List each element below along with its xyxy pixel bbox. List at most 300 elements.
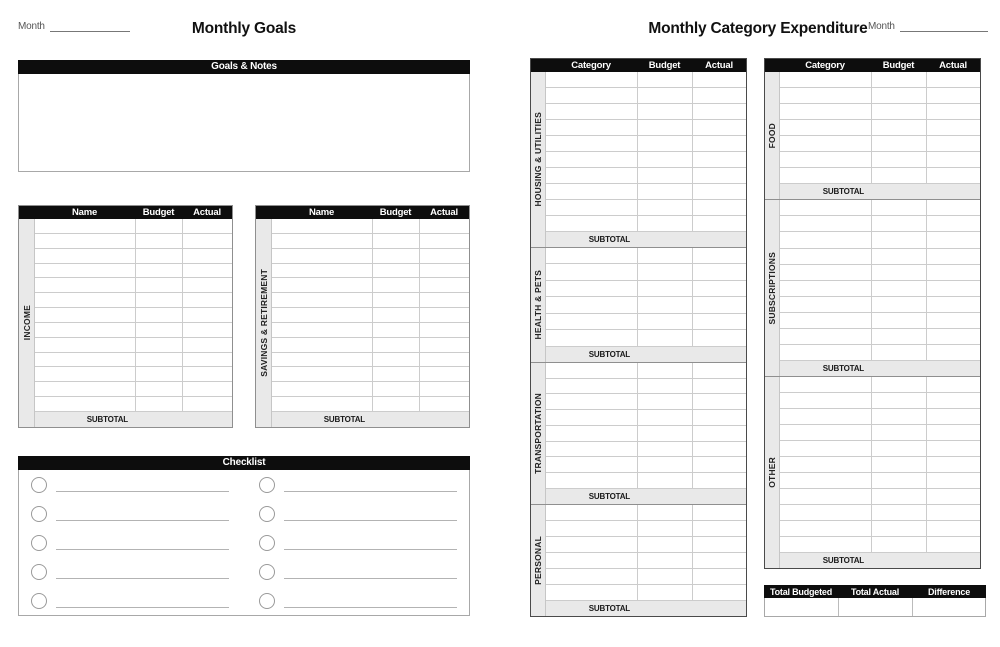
subtotal-row [35,412,232,427]
table-body [19,219,232,427]
totals-value-cell [912,598,985,616]
table-row [35,323,232,338]
name-cell [780,313,871,328]
budget-cell [372,353,419,367]
budget-cell [871,377,926,392]
actual-cell [182,278,232,292]
column-header-budget: Budget [142,207,175,218]
table-row [546,330,746,347]
actual-cell [926,489,980,504]
budget-cell [637,585,692,600]
name-cell [780,200,871,215]
name-cell [780,345,871,360]
table-row [35,353,232,368]
table-row [272,338,469,353]
totals-value-cell [838,598,911,616]
budget-cell [372,367,419,381]
budget-cell [372,382,419,396]
name-cell [35,397,135,411]
name-cell [272,278,372,292]
subtotal-row [780,553,980,568]
table-row [35,338,232,353]
table-row [780,216,980,232]
actual-cell [926,521,980,536]
table-row [272,278,469,293]
budget-cell [871,216,926,231]
table-row [546,410,746,426]
budget-cell [871,265,926,280]
actual-cell [692,330,746,346]
name-cell [546,505,637,520]
table-row [780,409,980,425]
budget-cell [871,473,926,488]
name-cell [780,425,871,440]
section-label-strip [765,377,780,568]
table-row [780,200,980,216]
table-row [780,329,980,345]
budget-cell [637,297,692,313]
table-row [780,537,980,553]
page-title-expenditure: Monthly Category Expenditure [648,20,868,37]
savings-retirement-table [255,205,470,428]
table-row [546,264,746,281]
actual-cell [692,585,746,600]
budget-cell [871,521,926,536]
budget-cell [871,297,926,312]
actual-cell [419,278,469,292]
actual-cell [926,425,980,440]
actual-cell [182,382,232,396]
checklist-write-line [284,520,457,521]
name-cell [35,249,135,263]
actual-cell [926,72,980,87]
name-cell [35,323,135,337]
table-row [780,232,980,248]
checklist-item [259,586,457,615]
budget-cell [871,537,926,552]
name-cell [546,136,637,151]
table-row [546,200,746,216]
budget-cell [871,425,926,440]
table-row [780,249,980,265]
actual-cell [926,136,980,151]
actual-cell [182,338,232,352]
name-cell [780,232,871,247]
checklist-item [31,528,229,557]
section-label: SUBSCRIPTIONS [767,251,777,325]
table-rows [546,363,746,504]
table-row [780,281,980,297]
table-row [272,353,469,368]
expenditure-column-left [530,58,747,617]
budget-cell [637,394,692,409]
table-header-row [765,59,980,72]
category-section [531,362,746,504]
name-cell [546,216,637,231]
name-cell [35,278,135,292]
budget-cell [637,120,692,135]
category-section [531,72,746,247]
actual-cell [926,537,980,552]
page-title-goals: Monthly Goals [191,20,297,37]
name-cell [780,265,871,280]
name-cell [780,216,871,231]
subtotal-row [272,412,469,427]
budget-cell [637,88,692,103]
checklist-write-line [56,607,229,608]
name-cell [780,104,871,119]
budget-cell [372,323,419,337]
name-cell [780,377,871,392]
table-row [780,88,980,104]
name-cell [546,569,637,584]
actual-cell [419,308,469,322]
actual-cell [926,457,980,472]
checklist-write-line [284,549,457,550]
name-cell [272,367,372,381]
checklist-item [31,470,229,499]
actual-cell [182,293,232,307]
name-cell [546,521,637,536]
section-label-strip [19,219,35,427]
actual-cell [182,234,232,248]
table-row [35,234,232,249]
table-rows [780,200,980,376]
actual-cell [419,323,469,337]
table-row [780,521,980,537]
budget-cell [871,104,926,119]
budget-cell [637,314,692,330]
actual-cell [692,264,746,280]
table-row [780,72,980,88]
checklist-column [31,470,229,615]
checklist-write-line [284,607,457,608]
table-row [272,293,469,308]
actual-cell [419,397,469,411]
table-rows [780,72,980,199]
checklist-write-line [284,491,457,492]
table-row [35,397,232,412]
budget-cell [372,219,419,233]
actual-cell [692,410,746,425]
table-row [272,367,469,382]
name-cell [272,234,372,248]
name-cell [272,338,372,352]
actual-cell [692,152,746,167]
totals-table [764,585,986,617]
budget-cell [372,308,419,322]
budget-cell [871,249,926,264]
table-row [780,313,980,329]
table-rows [546,505,746,616]
actual-cell [926,88,980,103]
budget-cell [871,505,926,520]
name-cell [780,88,871,103]
actual-cell [692,184,746,199]
checklist-write-line [284,578,457,579]
subtotal-label: SUBTOTAL [323,414,365,424]
budget-cell [637,521,692,536]
table-row [546,136,746,152]
actual-cell [419,353,469,367]
checklist-column [259,470,457,615]
checklist-item [31,499,229,528]
column-header-budget: Budget [379,207,412,218]
name-cell [272,397,372,411]
table-row [272,219,469,234]
table-row [546,379,746,395]
name-cell [546,264,637,280]
budget-cell [871,409,926,424]
table-row [546,585,746,601]
table-row [272,308,469,323]
budget-cell [637,200,692,215]
budget-cell [637,216,692,231]
actual-cell [926,505,980,520]
expenditure-month-field [868,21,988,32]
actual-cell [926,441,980,456]
table-row [35,308,232,323]
actual-cell [419,264,469,278]
budget-cell [372,264,419,278]
table-row [780,377,980,393]
budget-cell [135,323,182,337]
name-cell [272,264,372,278]
budget-cell [637,330,692,346]
table-row [546,394,746,410]
budget-cell [871,281,926,296]
table-row [546,426,746,442]
name-cell [546,152,637,167]
section-label-strip [256,219,272,427]
expenditure-column-right [764,58,981,569]
checklist-item [259,557,457,586]
actual-cell [182,397,232,411]
checkbox-circle-icon [259,477,275,493]
category-section [765,199,980,376]
budget-cell [637,104,692,119]
table-row [546,248,746,265]
budget-cell [637,184,692,199]
section-label-strip [531,72,546,247]
name-cell [780,168,871,183]
name-cell [272,382,372,396]
section-label: FOOD [767,122,777,149]
checklist-body [18,470,470,616]
actual-cell [419,234,469,248]
table-row [546,104,746,120]
table-row [35,382,232,397]
checklist-write-line [56,520,229,521]
name-cell [546,104,637,119]
name-cell [546,442,637,457]
table-row [272,397,469,412]
column-header-category: Category [805,60,845,71]
checklist-item [259,470,457,499]
category-section [531,247,746,362]
table-row [272,234,469,249]
actual-cell [692,363,746,378]
actual-cell [182,367,232,381]
table-row [780,441,980,457]
subtotal-row [546,347,746,362]
table-row [780,136,980,152]
budget-cell [637,505,692,520]
table-row [546,120,746,136]
name-cell [35,353,135,367]
actual-cell [926,120,980,135]
name-cell [780,457,871,472]
actual-cell [182,308,232,322]
budget-cell [871,232,926,247]
name-cell [272,323,372,337]
budget-cell [637,426,692,441]
name-cell [780,152,871,167]
budget-cell [637,410,692,425]
name-cell [546,314,637,330]
name-cell [35,264,135,278]
budget-cell [871,120,926,135]
table-row [546,505,746,521]
name-cell [780,409,871,424]
name-cell [546,200,637,215]
budget-cell [135,264,182,278]
checklist-item [31,586,229,615]
budget-cell [372,234,419,248]
name-cell [546,168,637,183]
section-label: TRANSPORTATION [533,392,543,474]
name-cell [546,330,637,346]
name-cell [272,249,372,263]
actual-cell [692,216,746,231]
budget-cell [135,219,182,233]
actual-cell [926,281,980,296]
actual-cell [692,537,746,552]
actual-cell [926,265,980,280]
checklist-item [31,557,229,586]
subtotal-row [546,601,746,616]
actual-cell [926,249,980,264]
actual-cell [419,367,469,381]
actual-cell [926,104,980,119]
totals-header-row [764,585,986,598]
name-cell [546,72,637,87]
table-row [546,281,746,298]
name-cell [546,379,637,394]
budget-cell [637,379,692,394]
actual-cell [692,379,746,394]
category-section [531,504,746,616]
month-blank-line [900,21,988,32]
income-table [18,205,233,428]
actual-cell [419,219,469,233]
actual-cell [692,136,746,151]
name-cell [272,293,372,307]
budget-cell [637,152,692,167]
table-row [546,537,746,553]
checkbox-circle-icon [259,506,275,522]
section-label: OTHER [767,457,777,488]
table-row [272,249,469,264]
actual-cell [926,168,980,183]
table-row [780,345,980,361]
table-rows [546,248,746,362]
table-row [780,489,980,505]
name-cell [780,473,871,488]
name-cell [780,329,871,344]
actual-cell [182,219,232,233]
actual-cell [692,569,746,584]
budget-cell [871,88,926,103]
name-cell [546,410,637,425]
actual-cell [419,293,469,307]
actual-cell [182,249,232,263]
checkbox-circle-icon [31,477,47,493]
column-header-actual: Actual [939,60,967,71]
table-row [546,521,746,537]
table-row [35,264,232,279]
actual-cell [926,345,980,360]
actual-cell [692,72,746,87]
actual-cell [692,442,746,457]
table-row [546,72,746,88]
actual-cell [926,152,980,167]
column-header-name: Name [71,207,98,218]
actual-cell [419,382,469,396]
actual-cell [926,297,980,312]
budget-cell [135,308,182,322]
name-cell [780,297,871,312]
budget-cell [871,168,926,183]
name-cell [35,338,135,352]
actual-cell [926,200,980,215]
name-cell [546,248,637,264]
actual-cell [692,248,746,264]
actual-cell [926,216,980,231]
name-cell [35,308,135,322]
budget-cell [871,329,926,344]
table-row [780,152,980,168]
totals-value-cell [765,598,838,616]
budget-cell [871,313,926,328]
checklist-item [259,528,457,557]
goals-notes-box [18,74,470,172]
actual-cell [182,353,232,367]
table-body [256,219,469,427]
table-row [546,88,746,104]
table-rows [35,219,232,427]
actual-cell [926,377,980,392]
table-rows [780,377,980,568]
checklist-panel [18,456,470,616]
name-cell [546,184,637,199]
budget-cell [372,278,419,292]
actual-cell [692,394,746,409]
name-cell [780,393,871,408]
section-label: INCOME [21,305,32,341]
actual-cell [926,329,980,344]
name-cell [35,293,135,307]
name-cell [780,505,871,520]
table-row [546,297,746,314]
subtotal-label: SUBTOTAL [86,414,128,424]
table-row [546,553,746,569]
actual-cell [692,200,746,215]
subtotal-label: SUBTOTAL [588,604,630,613]
name-cell [35,219,135,233]
name-cell [546,537,637,552]
category-section [765,376,980,568]
